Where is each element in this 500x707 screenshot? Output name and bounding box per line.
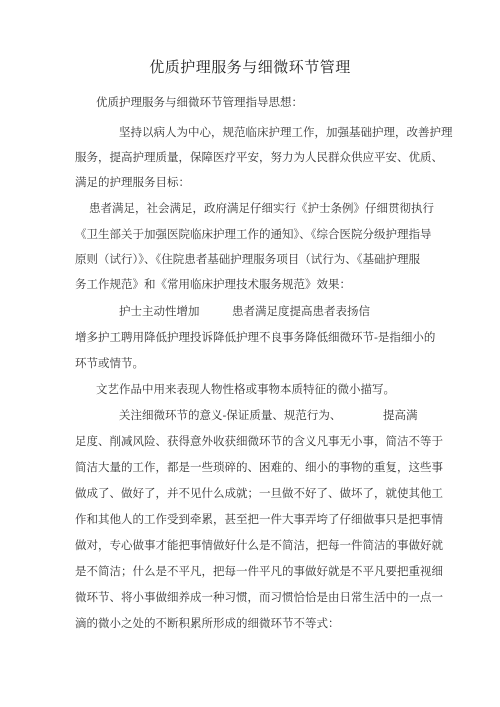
paragraph-line: 做成了、做好了，并不见什么成就；一旦做不好了、做坏了，就使其他工: [75, 486, 443, 500]
paragraph-line: 足度、削减风险、获得意外收获细微环节的含义凡事无小事，简洁不等于: [75, 434, 443, 448]
paragraph-line: 是不简洁；什么是不平凡，把每一件平凡的事做好就是不平凡要把重视细: [75, 564, 443, 578]
paragraph-line: 做对，专心做事才能把事情做好什么是不简洁，把每一件简洁的事做好就: [75, 538, 443, 552]
paragraph-line: 环节或情节。: [75, 356, 144, 370]
paragraph-line: 满足的护理服务目标：: [75, 175, 190, 189]
paragraph-line: 患者满足度提高患者表扬信: [232, 304, 370, 318]
paragraph-line: 增多护工聘用降低护理投诉降低护理不良事务降低细微环节-是指细小的: [75, 330, 436, 344]
paragraph-line: 《卫生部关于加强医院临床护理工作的通知》、《综合医院分级护理指导: [75, 227, 432, 241]
paragraph-line: 护士主动性增加: [119, 304, 200, 318]
paragraph-line: 务工作规范》和《常用临床护理技术服务规范》效果：: [75, 277, 351, 291]
paragraph-line: 服务，提高护理质量，保障医疗平安，努力为人民群众供应平安、优质、: [75, 150, 443, 164]
paragraph-line: 微环节、将小事做细养成一种习惯，而习惯恰恰是由日常生活中的一点一: [75, 590, 443, 604]
paragraph-line: 原则（试行）》、《住院患者基础护理服务项目（试行为、《基础护理服: [75, 252, 420, 266]
paragraph-line: 文艺作品中用来表现人物性格或事物本质特征的微小描写。: [96, 382, 395, 396]
paragraph-line: 患者满足，社会满足，政府满足仔细实行《护士条例》仔细贯彻执行: [89, 201, 434, 215]
page-title: 优质护理服务与细微环节管理: [149, 58, 351, 76]
paragraph-line: 作和其他人的工作受到牵累，甚至把一件大事弄垮了仔细做事只是把事情: [75, 512, 443, 526]
paragraph-line: 滴的微小之处的不断积累所形成的细微环节不等式：: [75, 616, 340, 630]
paragraph-line: 关注细微环节的意义-保证质量、规范行为、: [119, 408, 342, 422]
paragraph-line: 优质护理服务与细微环节管理指导思想：: [96, 95, 303, 109]
paragraph-line: 坚持以病人为中心，规范临床护理工作，加强基础护理，改善护理: [119, 125, 453, 139]
paragraph-line: 简洁大量的工作，都是一些琐碎的、困难的、细小的事物的重复，这些事: [75, 460, 443, 474]
paragraph-line: 提高满: [383, 408, 418, 422]
